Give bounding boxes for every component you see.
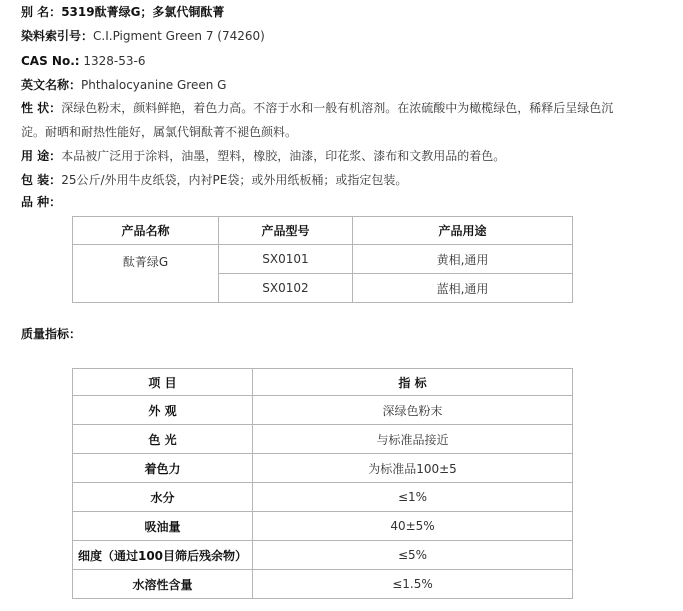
packaging-value: 25公斤/外用牛皮纸袋，内衬PE袋；或外用纸板桶；或指定包装。 <box>61 173 408 187</box>
info-line-properties <box>21 100 613 116</box>
product-use-cell: 黄相,通用 <box>353 245 573 274</box>
info-line-usage <box>21 148 505 164</box>
quality-title <box>21 326 81 342</box>
varieties-label: 品 种： <box>21 195 62 209</box>
header-item: 项 目 <box>73 369 253 396</box>
color-index-value: C.I.Pigment Green 7 (74260) <box>93 29 265 43</box>
product-model-cell: SX0101 <box>219 245 353 274</box>
table-row <box>73 512 573 541</box>
english-name-value: Phthalocyanine Green G <box>81 78 227 92</box>
info-line-properties-cont <box>21 124 297 140</box>
table-row <box>73 570 573 599</box>
properties-value-cont: 淀。耐晒和耐热性能好，属氯代铜酞菁不褪色颜料。 <box>21 125 298 139</box>
usage-value: 本品被广泛用于涂料，油墨，塑料，橡胶，油漆，印花浆、漆布和文教用品的着色。 <box>61 149 506 163</box>
product-model-cell: SX0102 <box>219 274 353 303</box>
cas-value: 1328-53-6 <box>83 54 146 68</box>
table-row <box>73 454 573 483</box>
quality-item-cell: 吸油量 <box>73 512 253 541</box>
properties-label: 性 状： <box>21 101 62 115</box>
alias-label: 别 名： <box>21 5 62 19</box>
product-name-cell: 酞菁绿G <box>73 245 219 303</box>
table-row <box>73 396 573 425</box>
quality-item-cell: 水溶性含量 <box>73 570 253 599</box>
info-line-color-index <box>21 28 265 44</box>
cas-label: CAS No.: <box>21 54 80 68</box>
header-product-name: 产品名称 <box>73 217 219 245</box>
table-row <box>73 425 573 454</box>
quality-item-cell: 色 光 <box>73 425 253 454</box>
quality-item-cell: 细度（通过100目筛后残余物） <box>73 541 253 570</box>
quality-item-cell: 外 观 <box>73 396 253 425</box>
table-row <box>73 483 573 512</box>
varieties-table <box>72 216 573 303</box>
quality-value-cell: 为标准品100±5 <box>253 454 573 483</box>
quality-value-cell: ≤5% <box>253 541 573 570</box>
table-row <box>73 245 573 274</box>
info-line-alias <box>21 4 224 20</box>
usage-label: 用 途： <box>21 149 62 163</box>
quality-value-cell: ≤1.5% <box>253 570 573 599</box>
english-name-label: 英文名称： <box>21 78 82 92</box>
info-line-english-name <box>21 77 226 93</box>
quality-value-cell: 深绿色粉末 <box>253 396 573 425</box>
info-line-packaging <box>21 172 407 188</box>
packaging-label: 包 装： <box>21 173 62 187</box>
header-product-use: 产品用途 <box>353 217 573 245</box>
quality-title-label: 质量指标： <box>21 327 82 341</box>
quality-value-cell: 40±5% <box>253 512 573 541</box>
quality-item-cell: 着色力 <box>73 454 253 483</box>
color-index-label: 染料索引号： <box>21 29 94 43</box>
info-line-cas <box>21 53 146 69</box>
quality-value-cell: 与标准品接近 <box>253 425 573 454</box>
header-product-model: 产品型号 <box>219 217 353 245</box>
alias-value: 5319酞菁绿G；多氯代铜酞菁 <box>61 5 225 19</box>
varieties-header-row <box>73 217 573 245</box>
quality-value-cell: ≤1% <box>253 483 573 512</box>
properties-value: 深绿色粉末，颜料鲜艳，着色力高。不溶于水和一般有机溶剂。在浓硫酸中为橄榄绿色，稀释后呈绿色沉 <box>61 101 614 115</box>
quality-item-cell: 水分 <box>73 483 253 512</box>
header-indicator: 指 标 <box>253 369 573 396</box>
quality-table <box>72 368 573 599</box>
info-line-varieties <box>21 194 61 210</box>
product-use-cell: 蓝相,通用 <box>353 274 573 303</box>
quality-header-row <box>73 369 573 396</box>
table-row <box>73 541 573 570</box>
